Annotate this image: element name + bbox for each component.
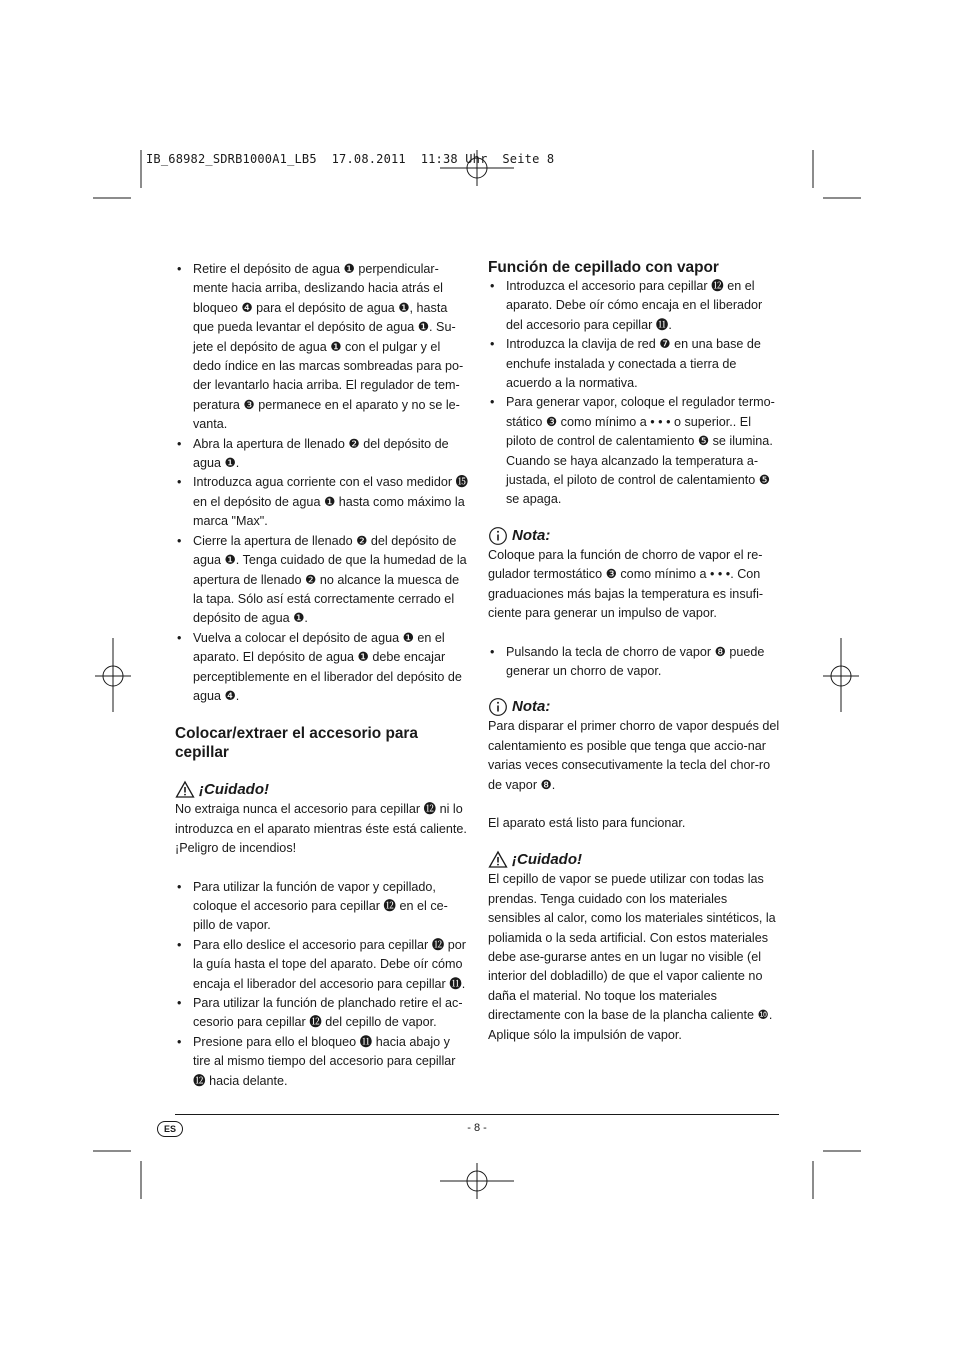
- info-icon: [488, 526, 508, 546]
- warning-icon: [175, 780, 195, 800]
- registration-mark-bottom: [440, 1163, 514, 1199]
- brush-steps-list: [175, 878, 470, 1091]
- note-text: Coloque para la función de chorro de vapor el re-gulador termostático ❸ como mínimo a • • •. Con graduaciones más bajas la temperatura es insufi-ciente para generar un impulso de vapor.: [488, 547, 764, 621]
- registration-mark-right: [823, 638, 859, 712]
- warning-title: [175, 780, 470, 800]
- right-column: [488, 258, 780, 1045]
- list-item: • Pulsando la tecla de chorro de vapor ❽ puede generar un chorro de vapor.: [488, 643, 780, 682]
- warning-text: No extraiga nunca el accesorio para cepillar ⓬ ni lo introduzca en el aparato mientras éste está caliente. ¡Peligro de incendios!: [175, 802, 467, 856]
- list-item: • Para generar vapor, coloque el regulador termo-stático ❸ como mínimo a • • • o superior.. El piloto de control de calentamiento ❺ se ilumina. Cuando se haya alcanzado la temperatura a-justada, el piloto de control de calentamiento ❺ se apaga.: [488, 393, 780, 509]
- section-heading-brush-attachment: Colocar/extraer el accesorio para cepillar: [175, 725, 418, 762]
- fill-steps-list: [175, 260, 470, 706]
- note-title-text: Nota:: [512, 526, 551, 544]
- list-item: • Retire el depósito de agua ❶ perpendicular-mente hacia arriba, deslizando hacia atrás el bloqueo ❹ para el depósito de agua ❶, hasta que pueda levantar el depósito de agua ❶. Su-jete el depósito de agua ❶ con el pulgar y el dedo índice en las marcas sombreadas para po-der levantarlo hacia arriba. El regulador de tem-peratura ❸ permanece en el aparato y no se le-vanta.: [175, 260, 470, 435]
- section-heading-steam-brushing: Función de cepillado con vapor: [488, 259, 719, 276]
- list-item: • Introduzca la clavija de red ❼ en una base de enchufe instalada y conectada a tierra de acuerdo a la normativa.: [488, 335, 780, 393]
- note-text: Para disparar el primer chorro de vapor después del calentamiento es posible que tenga que accio-nar varias veces consecutivamente la tecla del chor-ro de vapor ❽.: [488, 719, 780, 792]
- warning-title-text: ¡Cuidado!: [512, 851, 582, 869]
- note-title: [488, 526, 780, 546]
- print-info-line: IB_68982_SDRB1000A1_LB5 17.08.2011 11:38 Uhr Seite 8: [146, 152, 555, 166]
- list-item: • Introduzca agua corriente con el vaso medidor ⓯ en el depósito de agua ❶ hasta como máximo la marca "Max".: [175, 473, 470, 531]
- left-column: [175, 260, 470, 1091]
- warning-icon: [488, 850, 508, 870]
- warning-text: El cepillo de vapor se puede utilizar con todas las prendas. Tenga cuidado con los materiales sensibles al calor, como los materiales sintéticos, la poliamida o la seda artificial. Con estos materiales debe ase-gurarse antes en un lugar no visible (el interior del dobladillo) de que el vapor caliente no daña el material. No toque los materiales directamente con la base de la plancha caliente ❿. Aplique sólo la impulsión de vapor.: [488, 872, 776, 1042]
- footer-divider: [175, 1114, 779, 1115]
- warning-title: [488, 850, 780, 870]
- steam-jet-list: [488, 643, 780, 682]
- ready-text: El aparato está listo para funcionar.: [488, 815, 686, 830]
- note-title-text: Nota:: [512, 698, 551, 716]
- info-icon: [488, 697, 508, 717]
- list-item: • Para ello deslice el accesorio para cepillar ⓬ por la guía hasta el tope del aparato. Debe oír cómo encaja el liberador del accesorio para cepillar ⓫.: [175, 936, 470, 994]
- steam-steps-list: [488, 277, 780, 510]
- registration-mark-left: [95, 638, 131, 712]
- list-item: • Vuelva a colocar el depósito de agua ❶ en el aparato. El depósito de agua ❶ debe encajar perceptiblemente en el liberador del depósito de agua ❹.: [175, 629, 470, 707]
- list-item: • Para utilizar la función de vapor y cepillado, coloque el accesorio para cepillar ⓬ en el ce-pillo de vapor.: [175, 878, 470, 936]
- list-item: • Cierre la apertura de llenado ❷ del depósito de agua ❶. Tenga cuidado de que la humedad de la apertura de llenado ❷ no alcance la muesca de la tapa. Sólo así está correctamente cerrado el depósito de agua ❶.: [175, 532, 470, 629]
- note-title: [488, 697, 780, 717]
- list-item: • Para utilizar la función de planchado retire el ac-cesorio para cepillar ⓬ del cepillo de vapor.: [175, 994, 470, 1033]
- language-badge: ES: [157, 1121, 183, 1137]
- warning-title-text: ¡Cuidado!: [199, 781, 269, 799]
- list-item: • Abra la apertura de llenado ❷ del depósito de agua ❶.: [175, 435, 470, 474]
- list-item: • Presione para ello el bloqueo ⓫ hacia abajo y tire al mismo tiempo del accesorio para cepillar ⓬ hacia delante.: [175, 1033, 470, 1091]
- page-number: - 8 -: [467, 1122, 487, 1134]
- list-item: • Introduzca el accesorio para cepillar ⓬ en el aparato. Debe oír cómo encaja en el liberador del accesorio para cepillar ⓫.: [488, 277, 780, 335]
